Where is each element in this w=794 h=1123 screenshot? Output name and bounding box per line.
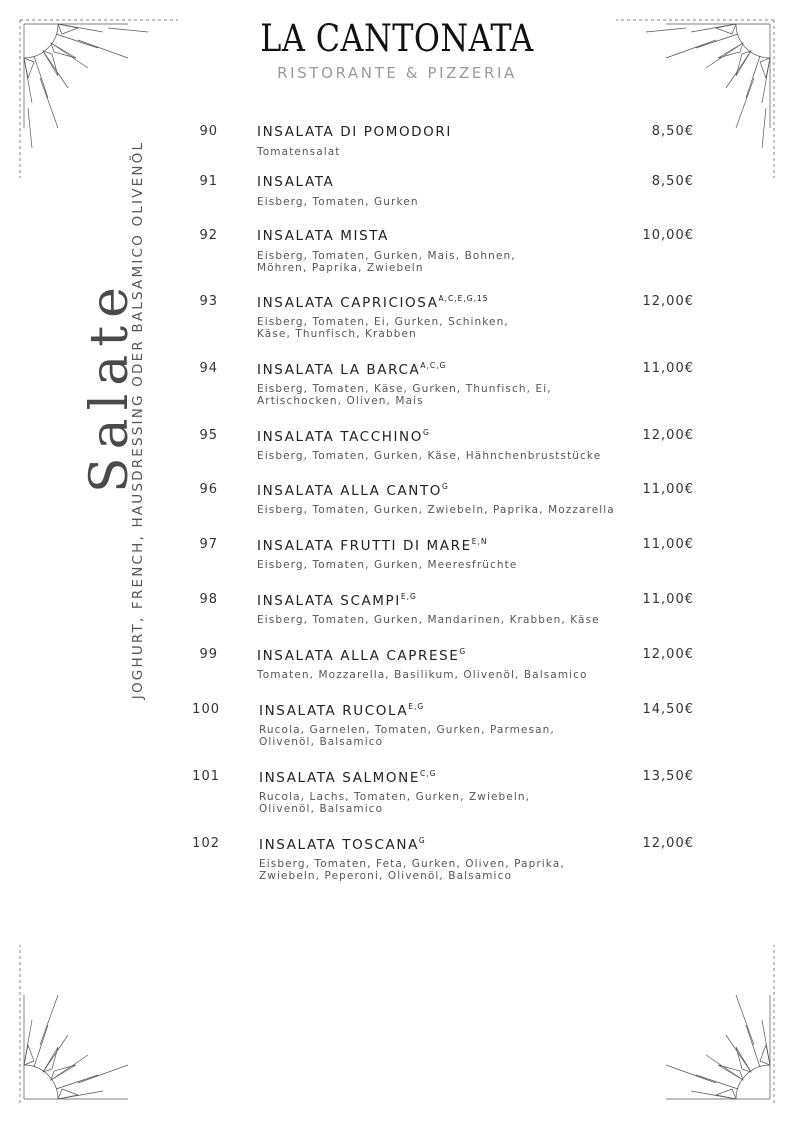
item-description [257, 504, 637, 516]
item-name-text: INSALATA TOSCANA [259, 837, 419, 853]
item-number: 95 [199, 428, 218, 443]
item-name [257, 482, 449, 499]
allergen-codes: E,G [408, 702, 425, 711]
item-name [259, 769, 436, 786]
item-name [257, 592, 417, 609]
item-name-text: INSALATA FRUTTI DI MARE [257, 538, 472, 554]
item-number: 102 [192, 836, 220, 851]
item-number: 92 [199, 228, 218, 243]
item-price: 8,50€ [651, 124, 694, 139]
item-description-line: Artischocken, Oliven, Mais [257, 395, 424, 407]
item-name [257, 361, 446, 378]
sunburst-ornament-icon [616, 945, 776, 1105]
item-number: 96 [199, 482, 218, 497]
item-description-line: Zwiebeln, Peperoni, Olivenöl, Balsamico [259, 870, 512, 882]
dressing-note: JOGHURT, FRENCH, HAUSDRESSING ODER BALSAMICO OLIVENÖL [130, 140, 146, 700]
item-number: 100 [192, 702, 220, 717]
item-name [257, 294, 489, 311]
item-price: 11,00€ [642, 361, 694, 376]
item-name-text: INSALATA ALLA CAPRESE [257, 648, 460, 664]
item-price: 12,00€ [642, 294, 694, 309]
item-description-line: Olivenöl, Balsamico [259, 803, 384, 815]
item-name-text: INSALATA SCAMPI [257, 593, 401, 609]
allergen-codes: G [442, 482, 449, 491]
item-price: 12,00€ [642, 836, 694, 851]
restaurant-subtitle: RISTORANTE & PIZZERIA [277, 64, 517, 82]
item-description-line: Eisberg, Tomaten, Ei, Gurken, Schinken, [257, 316, 509, 328]
allergen-codes: G [422, 428, 430, 437]
item-description-line: Eisberg, Tomaten, Käse, Gurken, Thunfisch, Ei, [257, 383, 552, 395]
item-number: 91 [199, 174, 218, 189]
item-number: 97 [199, 537, 218, 552]
item-price: 11,00€ [642, 592, 694, 607]
section-title: Salate [80, 279, 140, 493]
allergen-codes: A,C,E,G,15 [438, 294, 489, 303]
item-number: 90 [199, 124, 218, 139]
item-name [257, 647, 466, 664]
item-name [257, 428, 430, 445]
item-name-text: INSALATA DI POMODORI [257, 124, 452, 140]
allergen-codes: E,N [471, 537, 488, 546]
item-name-text: INSALATA ALLA CANTO [257, 483, 443, 499]
allergen-codes: A,C,G [420, 361, 447, 370]
item-description-line: Eisberg, Tomaten, Gurken, Meeresfrüchte [257, 559, 518, 571]
item-description-line: Tomatensalat [257, 146, 341, 158]
item-price: 11,00€ [642, 482, 694, 497]
item-name-text: INSALATA SALMONE [259, 770, 420, 786]
allergen-codes: E,G [400, 592, 417, 601]
item-price: 10,00€ [642, 228, 694, 243]
allergen-codes: G [418, 836, 426, 845]
item-description-line: Käse, Thunfisch, Krabben [257, 328, 417, 340]
item-name [257, 174, 334, 190]
item-description [259, 724, 639, 748]
item-description-line: Eisberg, Tomaten, Gurken, Zwiebeln, Paprika, Mozzarella [257, 504, 615, 516]
item-description [259, 858, 639, 882]
item-description-line: Eisberg, Tomaten, Gurken, Mandarinen, Krabben, Käse [257, 614, 600, 626]
item-description [257, 250, 637, 274]
item-price: 8,50€ [651, 174, 694, 189]
item-name [257, 537, 487, 554]
item-description [257, 146, 637, 158]
item-price: 11,00€ [642, 537, 694, 552]
item-price: 12,00€ [642, 428, 694, 443]
allergen-codes: C,G [419, 769, 437, 778]
restaurant-name: LA CANTONATA [260, 17, 534, 60]
item-name-text: INSALATA MISTA [257, 228, 389, 244]
item-description-line: Olivenöl, Balsamico [259, 736, 384, 748]
item-description-line: Eisberg, Tomaten, Gurken, Käse, Hähnchenbruststücke [257, 450, 602, 462]
item-name-text: INSALATA RUCOLA [259, 703, 409, 719]
item-description [257, 669, 637, 681]
item-name [257, 124, 452, 140]
item-description [257, 450, 637, 462]
corner-ornament-bottom-right [616, 945, 776, 1105]
item-price: 14,50€ [642, 702, 694, 717]
item-description-line: Eisberg, Tomaten, Gurken [257, 196, 419, 208]
item-number: 101 [192, 769, 220, 784]
item-name [259, 836, 426, 853]
item-description-line: Tomaten, Mozzarella, Basilikum, Olivenöl, Balsamico [257, 669, 588, 681]
item-number: 93 [199, 294, 218, 309]
item-description [257, 383, 637, 407]
item-description-line: Eisberg, Tomaten, Gurken, Mais, Bohnen, [257, 250, 516, 262]
item-price: 13,50€ [642, 769, 694, 784]
item-name [257, 228, 389, 244]
section-sidebar [70, 126, 160, 716]
item-description [257, 316, 637, 340]
item-description [257, 196, 637, 208]
item-description-line: Rucola, Lachs, Tomaten, Gurken, Zwiebeln, [259, 791, 531, 803]
page-header [0, 16, 794, 82]
corner-ornament-bottom-left [18, 945, 178, 1105]
item-name-text: INSALATA LA BARCA [257, 362, 421, 378]
allergen-codes: G [459, 647, 467, 656]
item-number: 98 [199, 592, 218, 607]
sunburst-ornament-icon [18, 945, 178, 1105]
item-description-line: Rucola, Garnelen, Tomaten, Gurken, Parmesan, [259, 724, 555, 736]
item-name-text: INSALATA [257, 174, 335, 190]
item-price: 12,00€ [642, 647, 694, 662]
item-name-text: INSALATA TACCHINO [257, 429, 423, 445]
item-name-text: INSALATA CAPRICIOSA [257, 295, 439, 311]
item-description [257, 614, 637, 626]
item-name [259, 702, 424, 719]
item-description [259, 791, 639, 815]
item-number: 99 [199, 647, 218, 662]
item-description [257, 559, 637, 571]
item-description-line: Möhren, Paprika, Zwiebeln [257, 262, 424, 274]
item-number: 94 [199, 361, 218, 376]
item-description-line: Eisberg, Tomaten, Feta, Gurken, Oliven, Paprika, [259, 858, 565, 870]
